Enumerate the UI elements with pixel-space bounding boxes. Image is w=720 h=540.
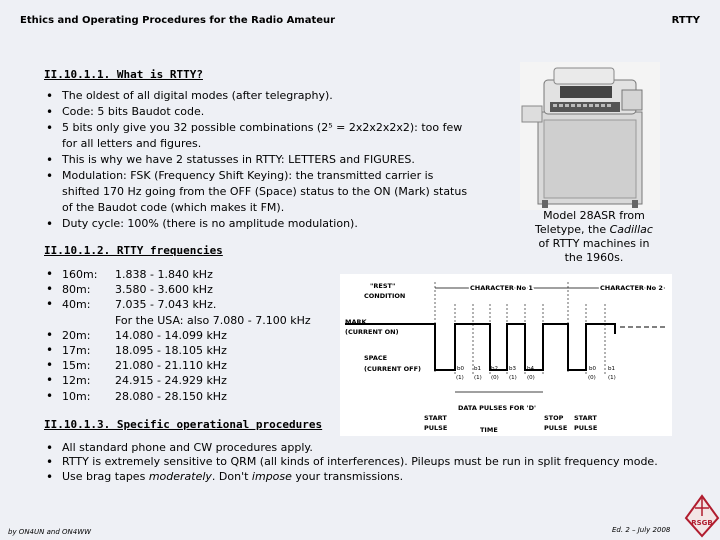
band-label: 160m: bbox=[62, 268, 98, 281]
emphasis: moderately bbox=[148, 470, 212, 483]
list-item: • This is why we have 2 statusses in RTTY: LETTERS and FIGURES. bbox=[44, 152, 474, 168]
band-range: 28.080 - 28.150 kHz bbox=[115, 389, 227, 403]
heading-rtty-frequencies: II.10.1.2. RTTY frequencies bbox=[44, 244, 223, 257]
start-pulse2-label: START bbox=[574, 414, 597, 422]
baudot-timing-diagram bbox=[340, 274, 672, 436]
caption-line: Model 28ASR from bbox=[543, 209, 645, 222]
band-label: 80m: bbox=[62, 283, 91, 297]
space-label: (CURRENT OFF) bbox=[364, 365, 421, 373]
mark-label: (CURRENT ON) bbox=[345, 328, 399, 336]
caption-line bbox=[514, 223, 674, 237]
caption-line: of RTTY machines in bbox=[538, 237, 650, 250]
band-label: 20m: bbox=[62, 328, 91, 342]
list-text: your transmissions. bbox=[291, 470, 404, 483]
bit-value: (1) bbox=[608, 375, 616, 381]
list-item: • 5 bits only give you 32 possible combinations (2⁵ = 2x2x2x2x2): too few for all letters and figures. bbox=[44, 120, 474, 152]
bit-value: (0) bbox=[527, 375, 535, 381]
band-range: 1.838 - 1.840 kHz bbox=[115, 268, 213, 281]
list-item bbox=[44, 282, 344, 297]
space-label: SPACE bbox=[364, 354, 388, 362]
bit-label: b0 bbox=[589, 366, 596, 372]
footer-edition: Ed. 2 – July 2008 bbox=[612, 526, 671, 534]
band-range: 18.095 - 18.105 kHz bbox=[115, 344, 227, 358]
list-item bbox=[44, 358, 344, 373]
teletype-photo bbox=[520, 62, 660, 210]
band-range: 3.580 - 3.600 kHz bbox=[115, 283, 213, 297]
band-range: 14.080 - 14.099 kHz bbox=[115, 328, 227, 342]
list-item bbox=[44, 389, 344, 404]
rest-label: CONDITION bbox=[364, 292, 406, 300]
bit-value: (0) bbox=[588, 375, 596, 381]
frequency-list bbox=[44, 267, 344, 404]
band-label: 10m: bbox=[62, 389, 91, 403]
list-item: • Duty cycle: 100% (there is no amplitude modulation). bbox=[44, 216, 474, 232]
section-tag: RTTY bbox=[671, 15, 700, 26]
bit-value: (1) bbox=[509, 375, 517, 381]
data-pulses-label: DATA PULSES FOR 'D' bbox=[458, 404, 537, 412]
character1-label: CHARACTER No 1 bbox=[470, 284, 533, 292]
bit-value: (0) bbox=[491, 375, 499, 381]
caption-line: the 1960s. bbox=[564, 251, 624, 264]
rsgb-logo bbox=[684, 494, 720, 538]
list-item bbox=[44, 373, 344, 388]
band-label: 40m: bbox=[62, 298, 91, 312]
bit-value: (1) bbox=[456, 375, 464, 381]
list-item: • Modulation: FSK (Frequency Shift Keying): the transmitted carrier is shifted 170 Hz going from the OFF (Space) status to the ON (Mark) status of the Baudot code (which makes it FM). bbox=[44, 168, 474, 216]
usa-note-text: For the USA: also 7.080 - 7.100 kHz bbox=[115, 313, 311, 327]
bit-label: b2 bbox=[491, 366, 498, 372]
caption-text: Teletype, the bbox=[535, 223, 607, 236]
band-label: 17m: bbox=[62, 344, 91, 358]
list-item: • RTTY is extremely sensitive to QRM (all kinds of interferences). Pileups must be run in split frequency mode. bbox=[44, 455, 684, 469]
footer-authors: by ON4UN and ON4WW bbox=[8, 528, 92, 536]
band-range: 21.080 - 21.110 kHz bbox=[115, 359, 227, 373]
usa-note bbox=[44, 313, 344, 328]
list-item bbox=[44, 297, 344, 312]
list-what-is-rtty bbox=[44, 88, 474, 232]
bit-label: b1 bbox=[474, 366, 481, 372]
list-text: . Don't bbox=[211, 470, 252, 483]
caption-emphasis: Cadillac bbox=[609, 223, 653, 236]
bit-label: b4 bbox=[527, 366, 534, 372]
bit-label: b3 bbox=[509, 366, 516, 372]
bit-label: b0 bbox=[457, 366, 464, 372]
document-title: Ethics and Operating Procedures for the Radio Amateur bbox=[20, 15, 336, 26]
band-label: 15m: bbox=[62, 359, 91, 373]
band-label: 12m: bbox=[62, 374, 91, 388]
list-operational-procedures bbox=[44, 441, 684, 485]
band-range: 7.035 - 7.043 kHz. bbox=[115, 298, 217, 312]
list-item bbox=[44, 469, 684, 485]
rest-label: "REST" bbox=[370, 282, 396, 290]
emphasis: impose bbox=[251, 470, 292, 483]
bit-label: b1 bbox=[608, 366, 615, 372]
heading-what-is-rtty: II.10.1.1. What is RTTY? bbox=[44, 68, 203, 81]
list-item: • All standard phone and CW procedures apply. bbox=[44, 441, 684, 455]
bit-value: (1) bbox=[474, 375, 482, 381]
list-item bbox=[44, 267, 344, 282]
list-item bbox=[44, 328, 344, 343]
mark-label: MARK bbox=[345, 318, 367, 326]
start-pulse2-label: PULSE bbox=[574, 424, 598, 432]
photo-caption bbox=[514, 209, 674, 265]
start-pulse-label: START bbox=[424, 414, 447, 422]
list-item: • Code: 5 bits Baudot code. bbox=[44, 104, 474, 120]
time-axis-label: TIME bbox=[480, 426, 498, 434]
list-item bbox=[44, 343, 344, 358]
stop-pulse-label: STOP bbox=[544, 414, 564, 422]
band-range: 24.915 - 24.929 kHz bbox=[115, 374, 227, 388]
start-pulse-label: PULSE bbox=[424, 424, 448, 432]
stop-pulse-label: PULSE bbox=[544, 424, 568, 432]
logo-text: RSGB bbox=[691, 519, 713, 527]
heading-operational-procedures: II.10.1.3. Specific operational procedures bbox=[44, 418, 323, 431]
character2-label: CHARACTER No 2 bbox=[600, 284, 663, 292]
list-text: Use brag tapes bbox=[62, 470, 149, 483]
list-item: • The oldest of all digital modes (after telegraphy). bbox=[44, 88, 474, 104]
